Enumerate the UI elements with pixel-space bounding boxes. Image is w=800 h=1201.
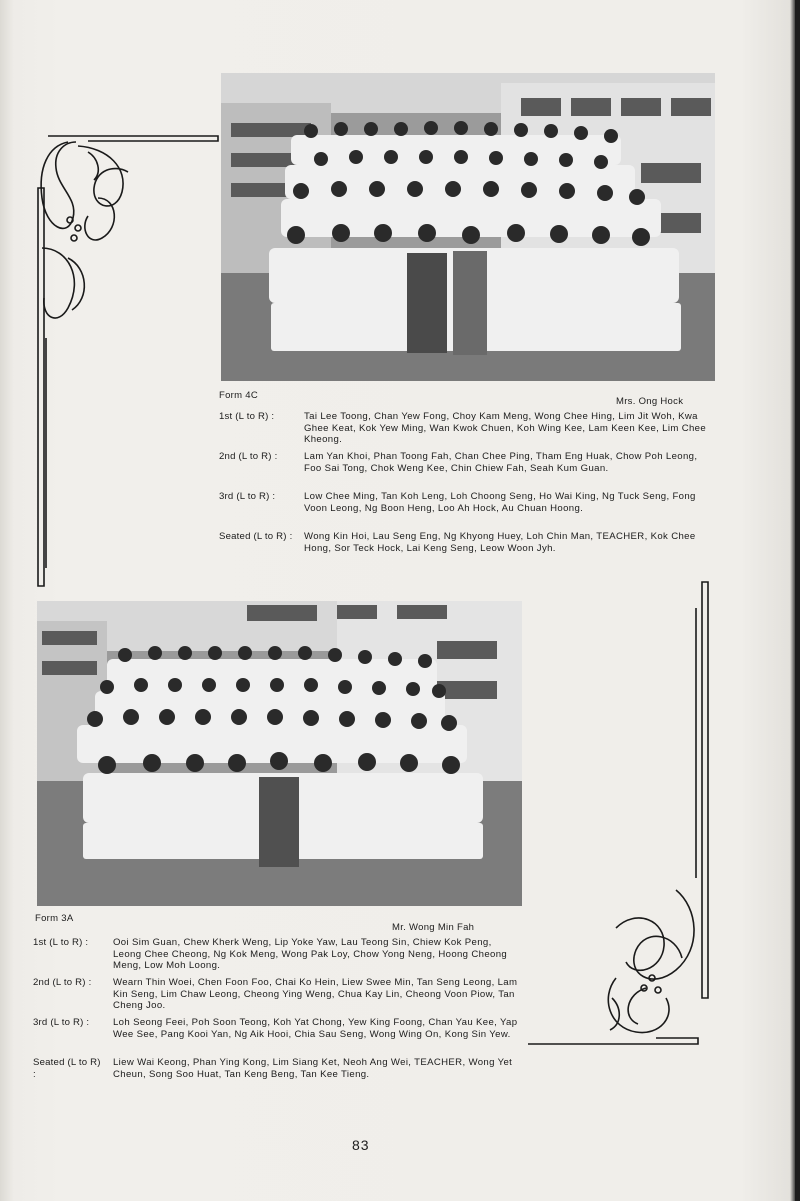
row-label: 2nd (L to R) : bbox=[219, 451, 278, 462]
student-names: Liew Wai Keong, Phan Ying Kong, Lim Siang Ket, Neoh Ang Wei, TEACHER, Wong Yet Cheun, Song Soo Huat, Tan Keng Beng, Tan Kee Tieng. bbox=[113, 1057, 513, 1080]
row-label: Seated (L to R) : bbox=[33, 1057, 101, 1080]
student-names: Lam Yan Khoi, Phan Toong Fah, Chan Chee Ping, Tham Eng Huak, Chow Poh Leong, Foo Sai Tong, Chok Weng Kee, Chin Chiew Fah, Seah Kum Guan. bbox=[304, 451, 698, 474]
book-spine bbox=[795, 0, 800, 1201]
form-label: Form 4C bbox=[219, 390, 259, 401]
name-row bbox=[219, 451, 713, 474]
student-names: Low Chee Ming, Tan Koh Leng, Loh Choong Seng, Ho Wai King, Ng Tuck Seng, Fong Voon Leong, Ng Boon Heng, Loo Ah Hock, Au Chuan Hoong. bbox=[304, 491, 696, 514]
floral-border-ornament-top-left bbox=[28, 128, 223, 590]
name-row bbox=[33, 977, 523, 1012]
row-label: 1st (L to R) : bbox=[33, 937, 89, 948]
student-names: Wong Kin Hoi, Lau Seng Eng, Ng Khyong Huey, Loh Chin Man, TEACHER, Kok Chee Hong, Sor Teck Hock, Lai Keng Seng, Leow Woon Jyh. bbox=[304, 531, 696, 554]
row-label: Seated (L to R) : bbox=[219, 531, 293, 542]
name-row bbox=[33, 1017, 523, 1040]
name-row bbox=[219, 531, 713, 554]
row-label: 2nd (L to R) : bbox=[33, 977, 92, 988]
student-names: Ooi Sim Guan, Chew Kherk Weng, Lip Yoke Yaw, Lau Teong Sin, Chiew Kok Peng, Leong Chee Cheong, Ng Kok Meng, Wong Pak Loy, Chow Yong Neng, Hoong Cheong Meng, Low Moh Loong. bbox=[113, 937, 508, 971]
floral-border-ornament-bottom-right bbox=[526, 578, 716, 1050]
teacher-name: Mr. Wong Min Fah bbox=[392, 922, 475, 933]
student-names: Wearn Thin Woei, Chen Foon Foo, Chai Ko Hein, Liew Swee Min, Tan Seng Leong, Lam Kin Seng, Lim Chaw Leong, Cheong Ying Weng, Chua Kay Lin, Cheong Voon Piow, Tan Cheng Joo. bbox=[113, 977, 518, 1011]
name-row bbox=[219, 411, 713, 446]
row-label: 1st (L to R) : bbox=[219, 411, 275, 422]
form-label: Form 3A bbox=[35, 913, 74, 924]
student-names: Loh Seong Feei, Poh Soon Teong, Koh Yat Chong, Yew King Foong, Chan Yau Kee, Yap Wee See, Pang Kooi Yan, Ng Aik Hooi, Chia Sau Seng, Wong Wing On, Kong Sin Yew. bbox=[113, 1017, 518, 1040]
student-names: Tai Lee Toong, Chan Yew Fong, Choy Kam Meng, Wong Chee Hing, Lim Jit Woh, Kwa Ghee Keat, Kok Yew Ming, Wan Kwok Chuen, Koh Wing Kee, Lam Keen Kee, Lim Chee Kheong. bbox=[304, 411, 707, 445]
class-photo-form-3a bbox=[37, 601, 522, 906]
row-label: 3rd (L to R) : bbox=[33, 1017, 90, 1028]
name-row bbox=[33, 1057, 523, 1080]
teacher-name: Mrs. Ong Hock bbox=[616, 396, 684, 407]
class-photo-form-4c bbox=[221, 73, 715, 381]
row-label: 3rd (L to R) : bbox=[219, 491, 276, 502]
page-number: 83 bbox=[352, 1137, 370, 1153]
name-row bbox=[33, 937, 523, 972]
name-row bbox=[219, 491, 713, 514]
